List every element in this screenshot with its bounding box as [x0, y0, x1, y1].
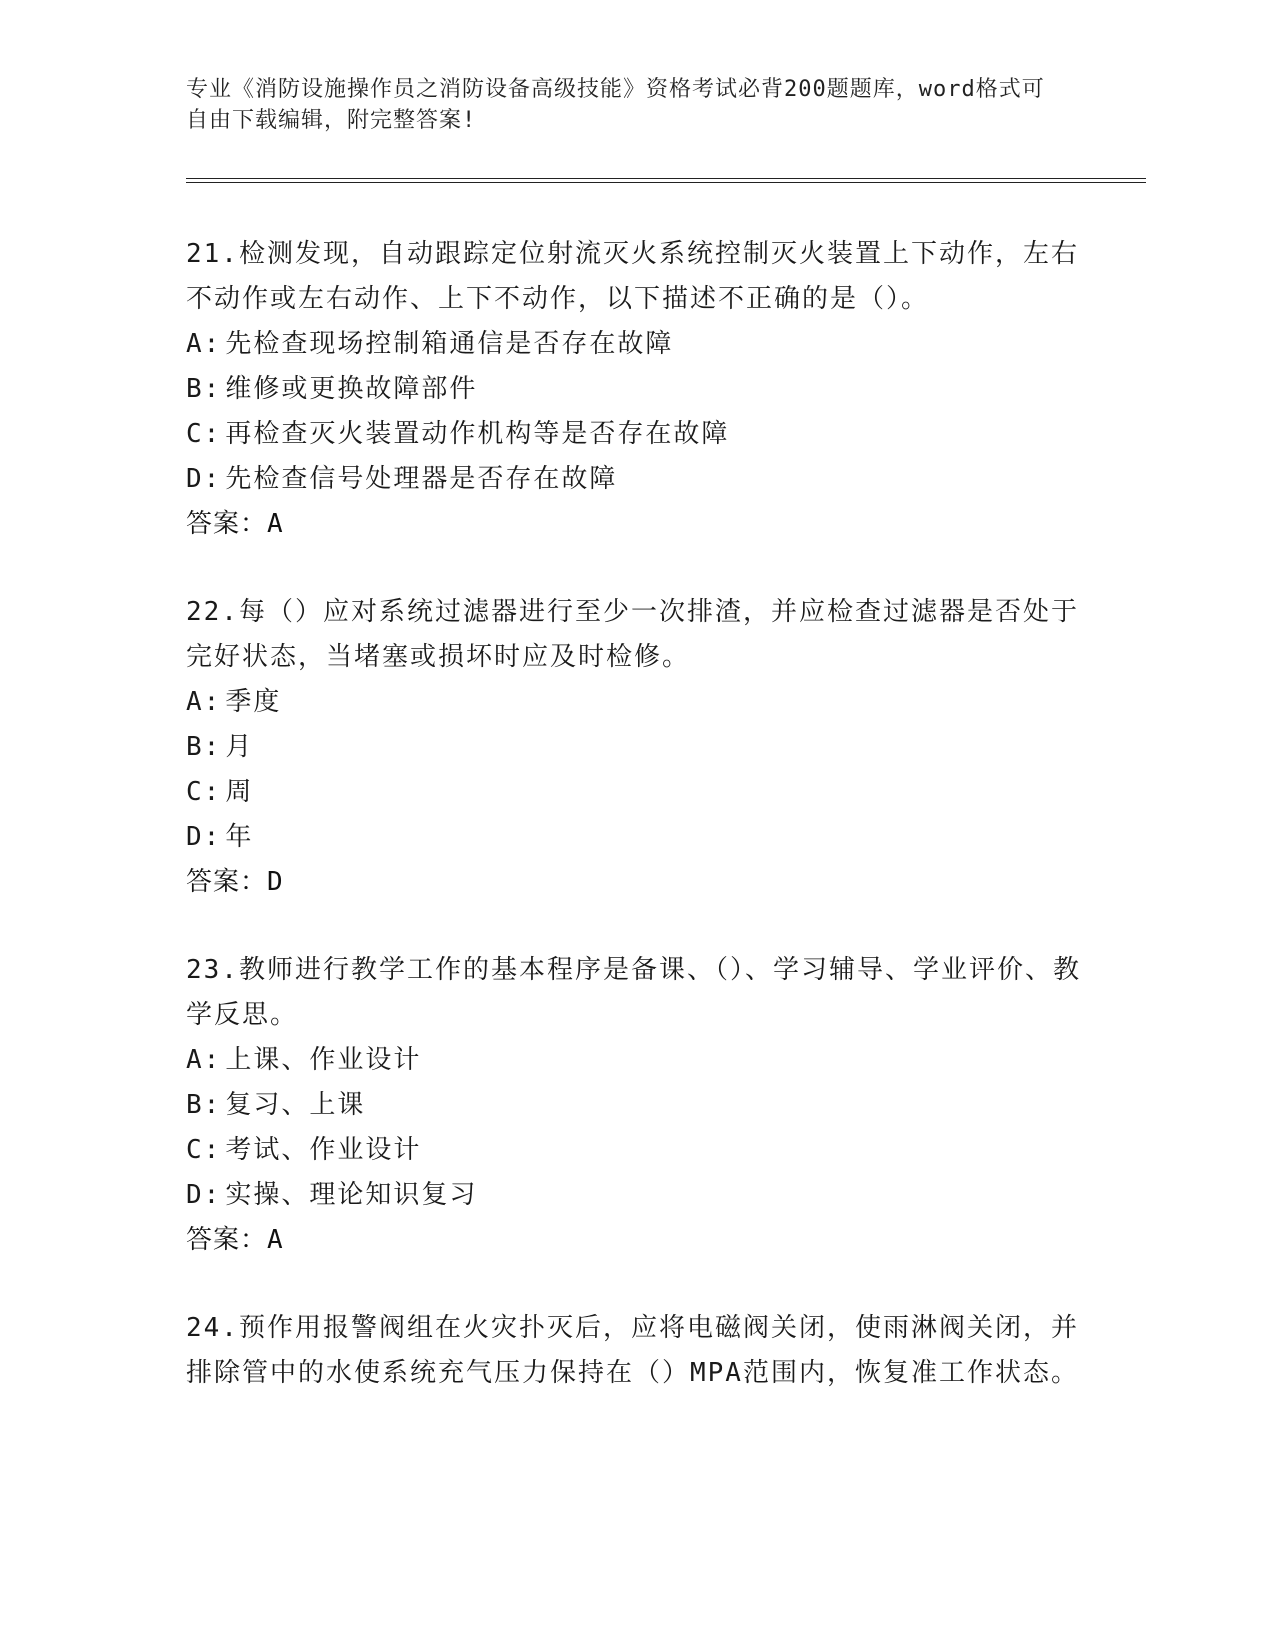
option-d — [186, 457, 1086, 502]
question-text — [186, 232, 1086, 322]
question-list — [186, 232, 1086, 1439]
option-letter: C: — [186, 1135, 222, 1165]
option-d — [186, 815, 1086, 860]
option-d — [186, 1173, 1086, 1218]
option-b — [186, 1083, 1086, 1128]
option-a — [186, 322, 1086, 367]
answer-line — [186, 860, 1086, 905]
option-letter: B: — [186, 374, 222, 404]
answer-line — [186, 1218, 1086, 1263]
option-letter: A: — [186, 1045, 222, 1075]
option-letter: C: — [186, 777, 222, 807]
option-letter: C: — [186, 419, 222, 449]
answer-label: 答案： — [186, 1225, 268, 1255]
option-text: 维修或更换故障部件 — [225, 374, 478, 404]
question-stem: 每（）应对系统过滤器进行至少一次排渣，并应检查过滤器是否处于完好状态，当堵塞或损坏时应及时检修。 — [186, 597, 1079, 672]
option-text: 复习、上课 — [225, 1090, 366, 1120]
option-text: 年 — [225, 822, 254, 852]
document-header: 专业《消防设施操作员之消防设备高级技能》资格考试必背200题题库，word格式可自由下载编辑，附完整答案! — [186, 77, 1045, 133]
option-text: 先检查现场控制箱通信是否存在故障 — [225, 329, 674, 359]
option-letter: D: — [186, 822, 222, 852]
question-24 — [186, 1306, 1086, 1396]
option-text: 周 — [225, 777, 254, 807]
option-letter: B: — [186, 732, 222, 762]
option-letter: A: — [186, 329, 222, 359]
option-text: 再检查灭火装置动作机构等是否存在故障 — [225, 419, 730, 449]
answer-label: 答案： — [186, 509, 268, 539]
header-divider-top — [186, 178, 1146, 179]
option-text: 实操、理论知识复习 — [225, 1180, 478, 1210]
option-text: 月 — [225, 732, 254, 762]
option-text: 考试、作业设计 — [225, 1135, 422, 1165]
question-number: 22. — [186, 597, 239, 627]
question-22 — [186, 590, 1086, 905]
question-stem: 检测发现，自动跟踪定位射流灭火系统控制灭火装置上下动作，左右不动作或左右动作、上下不动作，以下描述不正确的是（）。 — [186, 239, 1079, 314]
option-letter: D: — [186, 464, 222, 494]
option-text: 上课、作业设计 — [225, 1045, 422, 1075]
question-text — [186, 948, 1086, 1038]
option-letter: D: — [186, 1180, 222, 1210]
question-text — [186, 1306, 1086, 1396]
question-number: 21. — [186, 239, 239, 269]
option-c — [186, 412, 1086, 457]
question-number: 23. — [186, 955, 239, 985]
answer-value: A — [267, 509, 284, 539]
header-divider-bottom — [186, 182, 1146, 183]
answer-line — [186, 502, 1086, 547]
question-stem: 预作用报警阀组在火灾扑灭后，应将电磁阀关闭，使雨淋阀关闭，并排除管中的水使系统充气压力保持在（）MPA范围内，恢复准工作状态。 — [186, 1313, 1079, 1388]
option-text: 先检查信号处理器是否存在故障 — [225, 464, 618, 494]
option-text: 季度 — [225, 687, 282, 717]
answer-value: D — [267, 867, 284, 897]
question-23 — [186, 948, 1086, 1263]
question-stem: 教师进行教学工作的基本程序是备课、（）、学习辅导、学业评价、教学反思。 — [186, 955, 1081, 1030]
option-a — [186, 1038, 1086, 1083]
answer-label: 答案： — [186, 867, 268, 897]
option-a — [186, 680, 1086, 725]
option-c — [186, 1128, 1086, 1173]
option-b — [186, 725, 1086, 770]
option-letter: A: — [186, 687, 222, 717]
option-c — [186, 770, 1086, 815]
option-b — [186, 367, 1086, 412]
question-text — [186, 590, 1086, 680]
answer-value: A — [267, 1225, 284, 1255]
option-letter: B: — [186, 1090, 222, 1120]
question-21 — [186, 232, 1086, 547]
question-number: 24. — [186, 1313, 239, 1343]
